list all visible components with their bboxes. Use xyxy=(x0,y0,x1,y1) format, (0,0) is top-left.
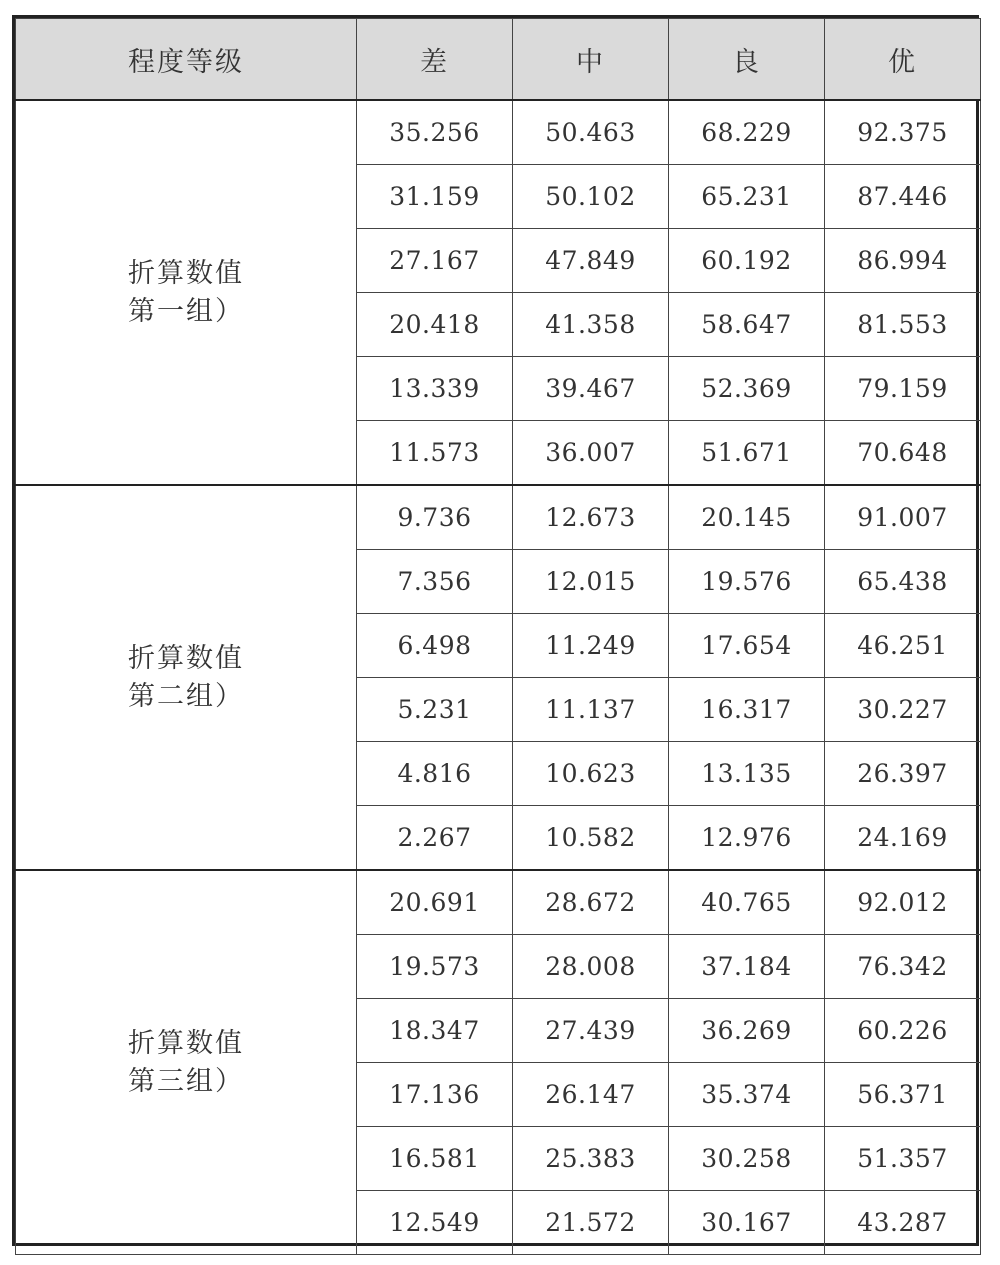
cell-excellent: 24.169 xyxy=(825,806,981,871)
cell-good: 30.167 xyxy=(669,1191,825,1255)
cell-poor: 27.167 xyxy=(357,229,513,293)
cell-good: 51.671 xyxy=(669,421,825,486)
cell-poor: 4.816 xyxy=(357,742,513,806)
cell-good: 17.654 xyxy=(669,614,825,678)
group-label-line2: 第三组） xyxy=(128,1065,244,1097)
group-label-line1: 折算数值 xyxy=(128,257,244,289)
cell-medium: 11.137 xyxy=(513,678,669,742)
table-row xyxy=(16,485,981,550)
group-label-line2: 第一组） xyxy=(128,295,244,327)
cell-good: 36.269 xyxy=(669,999,825,1063)
table-header xyxy=(16,19,981,101)
cell-medium: 10.623 xyxy=(513,742,669,806)
cell-good: 16.317 xyxy=(669,678,825,742)
group-label-line1: 折算数值 xyxy=(128,1027,244,1059)
cell-excellent: 60.226 xyxy=(825,999,981,1063)
group-label-3 xyxy=(16,870,357,1255)
cell-medium: 12.673 xyxy=(513,485,669,550)
cell-poor: 16.581 xyxy=(357,1127,513,1191)
header-medium: 中 xyxy=(513,19,669,101)
group-label-line2: 第二组） xyxy=(128,680,244,712)
grade-conversion-table xyxy=(15,18,981,1255)
cell-excellent: 51.357 xyxy=(825,1127,981,1191)
cell-good: 52.369 xyxy=(669,357,825,421)
cell-good: 20.145 xyxy=(669,485,825,550)
cell-good: 68.229 xyxy=(669,100,825,165)
cell-excellent: 30.227 xyxy=(825,678,981,742)
cell-good: 37.184 xyxy=(669,935,825,999)
header-poor: 差 xyxy=(357,19,513,101)
group-label-2 xyxy=(16,485,357,870)
cell-poor: 9.736 xyxy=(357,485,513,550)
header-grade-level: 程度等级 xyxy=(16,19,357,101)
cell-excellent: 86.994 xyxy=(825,229,981,293)
cell-medium: 27.439 xyxy=(513,999,669,1063)
group-label-1 xyxy=(16,100,357,485)
cell-medium: 28.672 xyxy=(513,870,669,935)
cell-good: 30.258 xyxy=(669,1127,825,1191)
table-row xyxy=(16,870,981,935)
cell-medium: 26.147 xyxy=(513,1063,669,1127)
cell-medium: 50.102 xyxy=(513,165,669,229)
cell-poor: 13.339 xyxy=(357,357,513,421)
cell-good: 13.135 xyxy=(669,742,825,806)
cell-poor: 5.231 xyxy=(357,678,513,742)
cell-medium: 50.463 xyxy=(513,100,669,165)
cell-medium: 47.849 xyxy=(513,229,669,293)
header-excellent: 优 xyxy=(825,19,981,101)
cell-poor: 19.573 xyxy=(357,935,513,999)
cell-excellent: 91.007 xyxy=(825,485,981,550)
cell-good: 19.576 xyxy=(669,550,825,614)
cell-medium: 28.008 xyxy=(513,935,669,999)
cell-medium: 10.582 xyxy=(513,806,669,871)
cell-good: 40.765 xyxy=(669,870,825,935)
cell-medium: 39.467 xyxy=(513,357,669,421)
cell-poor: 31.159 xyxy=(357,165,513,229)
cell-excellent: 92.375 xyxy=(825,100,981,165)
cell-excellent: 46.251 xyxy=(825,614,981,678)
cell-excellent: 65.438 xyxy=(825,550,981,614)
cell-excellent: 26.397 xyxy=(825,742,981,806)
cell-medium: 12.015 xyxy=(513,550,669,614)
cell-poor: 2.267 xyxy=(357,806,513,871)
table-body xyxy=(16,100,981,1255)
cell-medium: 25.383 xyxy=(513,1127,669,1191)
cell-medium: 41.358 xyxy=(513,293,669,357)
cell-poor: 35.256 xyxy=(357,100,513,165)
cell-excellent: 70.648 xyxy=(825,421,981,486)
table-row xyxy=(16,100,981,165)
cell-good: 58.647 xyxy=(669,293,825,357)
cell-poor: 20.418 xyxy=(357,293,513,357)
cell-good: 65.231 xyxy=(669,165,825,229)
cell-medium: 11.249 xyxy=(513,614,669,678)
cell-poor: 7.356 xyxy=(357,550,513,614)
cell-poor: 18.347 xyxy=(357,999,513,1063)
header-good: 良 xyxy=(669,19,825,101)
cell-poor: 17.136 xyxy=(357,1063,513,1127)
cell-excellent: 92.012 xyxy=(825,870,981,935)
cell-medium: 36.007 xyxy=(513,421,669,486)
cell-poor: 11.573 xyxy=(357,421,513,486)
cell-poor: 20.691 xyxy=(357,870,513,935)
cell-excellent: 43.287 xyxy=(825,1191,981,1255)
cell-good: 12.976 xyxy=(669,806,825,871)
cell-medium: 21.572 xyxy=(513,1191,669,1255)
cell-excellent: 79.159 xyxy=(825,357,981,421)
group-label-line1: 折算数值 xyxy=(128,642,244,674)
cell-good: 35.374 xyxy=(669,1063,825,1127)
cell-excellent: 56.371 xyxy=(825,1063,981,1127)
cell-excellent: 87.446 xyxy=(825,165,981,229)
header-row xyxy=(16,19,981,101)
cell-excellent: 81.553 xyxy=(825,293,981,357)
data-table-container xyxy=(12,15,979,1246)
cell-poor: 6.498 xyxy=(357,614,513,678)
cell-excellent: 76.342 xyxy=(825,935,981,999)
cell-poor: 12.549 xyxy=(357,1191,513,1255)
cell-good: 60.192 xyxy=(669,229,825,293)
